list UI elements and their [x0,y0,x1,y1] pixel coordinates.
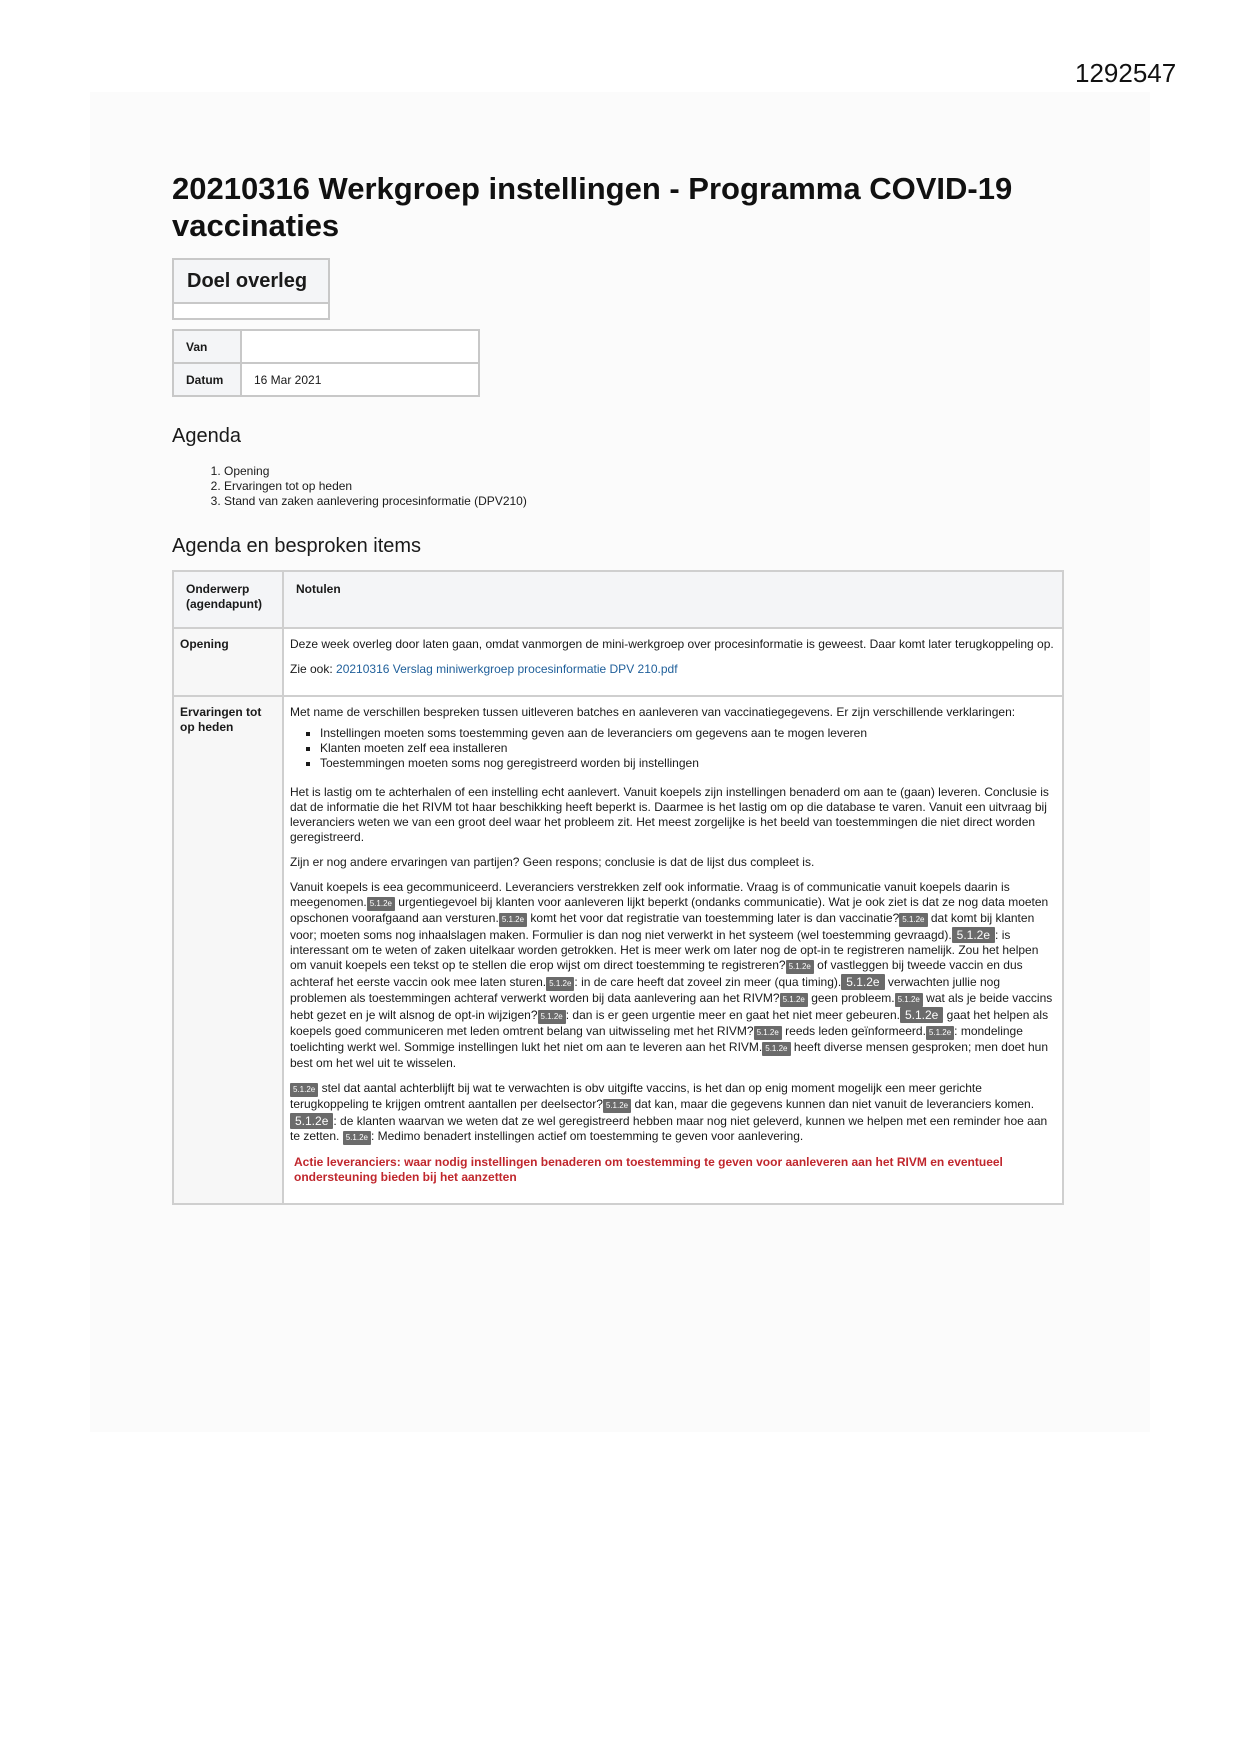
document-number: 1292547 [1075,58,1177,88]
doel-overleg-heading: Doel overleg [174,260,328,304]
text-segment: : Medimo benadert instellingen actief om toestemming te geven voor aanlevering. [370,1129,804,1143]
subject-opening: Opening [173,628,283,696]
text-segment: of vastleggen bij tweede vaccin en dus achteraf het eerste vaccin ook mee laten sturen. [290,958,1023,989]
see-also-label: Zie ook: [290,662,333,676]
notes-ervaringen [283,696,1063,1204]
table-row-opening [173,628,1063,696]
text-segment: gaat het helpen als koepels goed communiceren met leden omtrent belang van uitwisseling met het RIVM? [290,1008,1049,1038]
redaction-mark: 5.1.2e [780,993,808,1007]
agenda-list [208,464,527,509]
redaction-mark: 5.1.2e [841,974,884,990]
text-segment: urgentiegevoel bij klanten voor aanleveren lijkt beperkt (ondanks communicatie). Wat je ook ziet is dat ze nog data moeten opschonen voorafgaand aan versturen. [290,895,1049,925]
subject-ervaringen: Ervaringen tot op heden [173,696,283,1204]
column-header-subject: Onderwerp (agendapunt) [173,571,283,628]
meta-table [172,329,480,397]
text-segment: verwachten jullie nog problemen als toestemmingen achteraf verwerkt worden bij data aanlevering aan het RIVM? [290,975,1000,1005]
redaction-mark: 5.1.2e [754,1026,782,1040]
page-title: 20210316 Werkgroep instellingen - Programma COVID-19 vaccinaties [172,171,1013,243]
redaction-mark: 5.1.2e [895,993,923,1007]
text-segment: heeft diverse mensen gesproken; men doet hun best om het wel uit te wisselen. [290,1040,1048,1070]
ervaringen-paragraph-1: Het is lastig om te achterhalen of een instelling echt aanlevert. Vanuit koepels zijn instellingen benaderd om aan te (gaan) leveren. Conclusie is dat de informatie die het RIVM tot haar beschikking heeft beperkt is. Daarmee is het lastig om op die database te varen. Vanuit een uitvraag bij leveranciers weten we van een groot deel waar het probleem zit. Het meest zorgelijke is het beeld van toestemmingen die niet direct worden geregistreerd. [290,785,1049,844]
text-segment: : dan is er geen urgentie meer en gaat het niet meer gebeuren. [565,1008,900,1022]
text-segment: : mondelinge toelichting werkt wel. Sommige instellingen lukt het niet om aan te leveren aan het RIVM. [290,1024,1023,1054]
agenda-item: 2. Ervaringen tot op heden [224,479,527,494]
text-segment: reeds leden geïnformeerd. [781,1024,926,1038]
meta-row-datum [173,363,479,396]
redaction-mark: 5.1.2e [343,1131,371,1145]
agenda-items-table [172,570,1064,1205]
redaction-mark: 5.1.2e [900,1007,943,1023]
datum-value: 16 Mar 2021 [241,363,479,396]
redaction-mark: 5.1.2e [926,1026,954,1040]
agenda-heading: Agenda [172,425,241,447]
list-item: ▪ Toestemmingen moeten soms nog geregistreerd worden bij instellingen [320,756,1056,771]
text-segment: wat als je beide vaccins hebt gezet en je wilt alsnog de opt-in wijzigen? [290,991,1053,1022]
opening-text: Deze week overleg door laten gaan, omdat vanmorgen de mini-werkgroep over procesinformatie is geweest. Daar komt later terugkoppeling op. [290,637,1054,651]
agenda-item: 1. Opening [224,464,527,479]
text-segment: dat kan, maar die gegevens kunnen dan niet vanuit de leveranciers komen. [631,1097,1035,1111]
verslag-pdf-link[interactable]: 20210316 Verslag miniwerkgroep procesinformatie DPV 210.pdf [336,662,678,676]
text-segment: komt het voor dat registratie van toestemming later is dan vaccinatie? [527,911,900,925]
doel-overleg-box [172,258,330,320]
datum-label: Datum [173,363,241,396]
notes-opening [283,628,1063,696]
text-segment: geen probleem. [807,991,895,1005]
redaction-mark: 5.1.2e [290,1113,333,1129]
redaction-mark: 5.1.2e [538,1010,566,1024]
redaction-mark: 5.1.2e [762,1042,790,1056]
list-item: ▪ Instellingen moeten soms toestemming geven aan de leveranciers om gegevens aan te mogen leveren [320,726,1056,741]
text-segment: Vanuit koepels is eea gecommuniceerd. Leveranciers verstrekken zelf ook informatie. Vraag is of communicatie vanuit koepels daarin is meegenomen. [290,880,1010,909]
text-segment: : de klanten waarvan we weten dat ze wel geregistreerd hebben maar nog niet geleverd, kunnen we helpen met een reminder hoe aan te zetten. [290,1114,1048,1143]
redaction-mark: 5.1.2e [603,1099,631,1113]
ervaringen-paragraph-2: Zijn er nog andere ervaringen van partijen? Geen respons; conclusie is dat de lijst dus compleet is. [290,855,815,869]
text-segment: : is interessant om te weten of zaken uitelkaar worden getrokken. Het is meer werk om later nog de opt-in te registreren namelijk. Zou het helpen om vanuit koepels een tekst op te stellen die erop wijst om direct toestemming te registreren? [290,928,1039,972]
ervaringen-paragraph-4 [290,1081,1056,1145]
meta-row-van [173,330,479,363]
table-header-row [173,571,1063,628]
doel-overleg-body [174,304,328,318]
column-header-notes: Notulen [283,571,1063,628]
text-segment: dat komt bij klanten voor; moeten soms nog inhaalslagen maken. Formulier is dan nog niet verwerkt in het systeem (wel toestemming gevraagd). [290,911,1035,942]
redaction-mark: 5.1.2e [290,1083,318,1097]
action-item: Actie leveranciers: waar nodig instellingen benaderen om toestemming te geven voor aanleveren aan het RIVM en eventueel ondersteuning bieden bij het aanzetten [294,1155,1003,1184]
table-row-ervaringen [173,696,1063,1204]
van-value [241,330,479,363]
redaction-mark: 5.1.2e [546,977,574,991]
ervaringen-bullets [290,726,1056,771]
list-item: ▪ Klanten moeten zelf eea installeren [320,741,1056,756]
redaction-mark: 5.1.2e [952,927,995,943]
redaction-mark: 5.1.2e [899,913,927,927]
ervaringen-intro: Met name de verschillen bespreken tussen uitleveren batches en aanleveren van vaccinatiegegevens. Er zijn verschillende verklaringen: [290,705,1016,719]
items-heading: Agenda en besproken items [172,535,422,557]
text-segment: stel dat aantal achterblijft bij wat te verwachten is obv uitgifte vaccins, is het dan op enig moment mogelijk een meer gerichte terugkoppeling te krijgen omtrent aantallen per deelsector? [290,1081,982,1111]
see-also [290,662,1056,677]
text-segment: : in de care heeft dat zoveel zin meer (qua timing). [574,975,842,989]
redaction-mark: 5.1.2e [499,913,527,927]
van-label: Van [173,330,241,363]
agenda-item: 3. Stand van zaken aanlevering procesinformatie (DPV210) [224,494,527,509]
redaction-mark: 5.1.2e [786,960,814,974]
redaction-mark: 5.1.2e [367,897,395,911]
ervaringen-paragraph-3 [290,880,1056,1071]
